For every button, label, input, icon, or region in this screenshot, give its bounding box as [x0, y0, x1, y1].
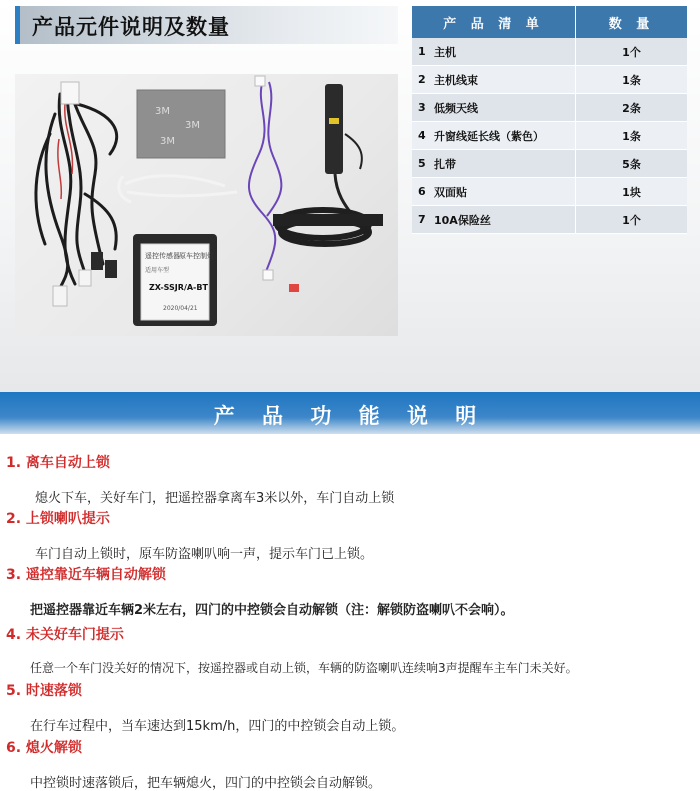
row-number: 1: [412, 38, 433, 66]
row-number: 4: [412, 122, 433, 150]
feature-title: 1. 离车自动上锁: [6, 455, 110, 471]
row-number: 6: [412, 178, 433, 206]
row-number: 3: [412, 94, 433, 122]
row-qty: 5条: [576, 150, 688, 178]
cable-ties: [119, 176, 237, 202]
module-date: 2020/04/21: [163, 305, 198, 312]
module-model: ZX-SSJR/A-BT: [149, 283, 208, 292]
row-qty: 1个: [576, 206, 688, 234]
connector-top: [61, 82, 79, 104]
section-banner: [0, 392, 700, 434]
row-name: 主机线束: [433, 66, 576, 94]
control-module: [133, 234, 217, 326]
antenna-body: [273, 214, 383, 226]
module-small-text: 适用车型: [145, 267, 170, 274]
row-number: 7: [412, 206, 433, 234]
row-name: 低频天线: [433, 94, 576, 122]
feature-title: 2. 上锁喇叭提示: [6, 511, 110, 527]
feature-title: 4. 未关好车门提示: [6, 627, 124, 643]
row-name: 扎带: [433, 150, 576, 178]
row-name: 升窗线延长线（紫色）: [433, 122, 576, 150]
connector-bottom-left: [53, 286, 67, 306]
module-label-left: 遥控传感器: [145, 252, 180, 260]
feature-description: 任意一个车门没关好的情况下，按遥控器或自动上锁，车辆的防盗喇叭连续响3声提醒车主车门未关好。: [30, 661, 578, 675]
table-row: [412, 150, 687, 178]
connector-black-1: [91, 252, 103, 270]
tape-brand-text: 3M: [155, 106, 170, 117]
svg-text:3M: 3M: [185, 120, 200, 131]
svg-text:3M: 3M: [160, 136, 175, 147]
double-sided-tape: [137, 90, 225, 158]
table-row: [412, 66, 687, 94]
connector-bottom-mid: [79, 270, 91, 286]
table-row: [412, 38, 687, 66]
feature-description: 把遥控器靠近车辆2米左右，四门的中控锁会自动解锁（注：解锁防盗喇叭不会响）。: [30, 603, 514, 618]
row-qty: 1条: [576, 66, 688, 94]
table-row: [412, 206, 687, 234]
page-title-box: [15, 6, 398, 44]
connector-black-2: [105, 260, 117, 278]
product-photo-drawing: [15, 74, 398, 336]
table-row: [412, 178, 687, 206]
feature-title: 3. 遥控靠近车辆自动解锁: [6, 567, 166, 583]
row-number: 2: [412, 66, 433, 94]
row-qty: 1块: [576, 178, 688, 206]
parts-table-header-qty: 数 量: [576, 6, 688, 38]
feature-description: 熄火下车，关好车门，把遥控器拿离车3米以外，车门自动上锁: [35, 491, 395, 506]
page-title: 产品元件说明及数量: [32, 15, 230, 39]
row-number: 5: [412, 150, 433, 178]
feature-title: 5. 时速落锁: [6, 683, 82, 699]
table-row: [412, 94, 687, 122]
row-qty: 1个: [576, 38, 688, 66]
feature-description: 中控锁时速落锁后，把车辆熄火，四门的中控锁会自动解锁。: [30, 776, 382, 791]
feature-description: 车门自动上锁时，原车防盗喇叭响一声，提示车门已上锁。: [35, 547, 374, 562]
row-qty: 1条: [576, 122, 688, 150]
feature-description: 在行车过程中，当车速达到15km/h，四门的中控锁会自动上锁。: [30, 719, 405, 734]
fuse-10a: [289, 284, 299, 292]
row-qty: 2条: [576, 94, 688, 122]
row-name: 主机: [433, 38, 576, 66]
product-photo: [15, 74, 398, 336]
wiring-harness: [36, 94, 117, 299]
module-label-right: 原车控制灯: [179, 252, 214, 260]
row-name: 10A保险丝: [433, 206, 576, 234]
feature-title: 6. 熄火解锁: [6, 740, 82, 756]
parts-table: [412, 6, 687, 234]
section-banner-title: 产 品 功 能 说 明: [213, 404, 487, 428]
row-name: 双面贴: [433, 178, 576, 206]
parts-table-header-items: 产 品 清 单: [412, 6, 576, 38]
table-row: [412, 122, 687, 150]
purple-extension-cable: [249, 80, 281, 274]
